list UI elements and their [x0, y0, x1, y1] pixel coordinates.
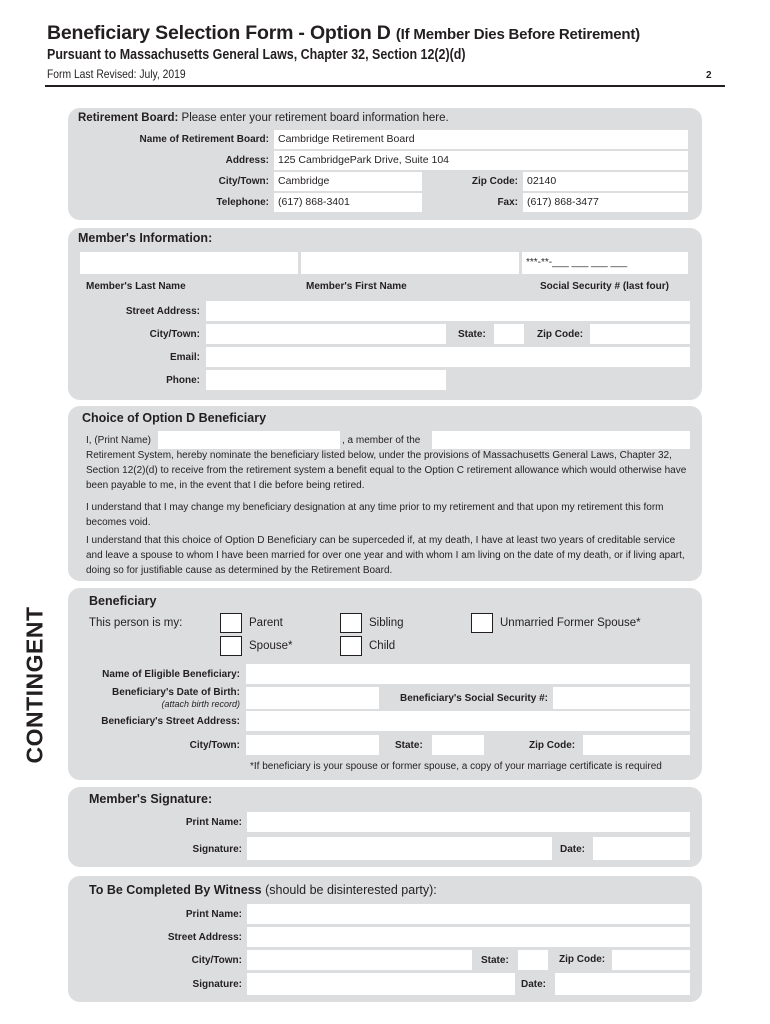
- beneficiary-street-field[interactable]: [246, 711, 690, 731]
- member-city-label: City/Town:: [149, 329, 200, 340]
- witness-state-field[interactable]: [518, 950, 548, 970]
- spouse-option-label: Spouse*: [249, 640, 293, 652]
- witness-heading-note: (should be disinterested party):: [265, 883, 437, 897]
- board-phone-label: Telephone:: [216, 197, 269, 208]
- beneficiary-city-label: City/Town:: [189, 740, 240, 751]
- member-print-name-field[interactable]: [247, 812, 690, 832]
- child-option-label: Child: [369, 640, 396, 652]
- member-state-label: State:: [458, 329, 486, 340]
- print-name-prefix: I, (Print Name): [86, 435, 152, 446]
- witness-city-field[interactable]: [247, 950, 472, 970]
- witness-print-name-field[interactable]: [247, 904, 690, 924]
- beneficiary-zip-field[interactable]: [583, 735, 690, 755]
- former-spouse-option-label: Unmarried Former Spouse*: [500, 617, 641, 629]
- member-first-name-field[interactable]: [301, 252, 519, 274]
- witness-date-field[interactable]: [555, 973, 690, 995]
- marriage-certificate-note: *If beneficiary is your spouse or former spouse, a copy of your marriage certificate is required: [250, 761, 662, 772]
- board-name-field[interactable]: Cambridge Retirement Board: [274, 130, 688, 149]
- board-address-field[interactable]: 125 CambridgePark Drive, Suite 104: [274, 151, 688, 170]
- member-ssn-field[interactable]: ***-**-___ ___ ___ ___: [522, 252, 688, 274]
- beneficiary-name-label: Name of Eligible Beneficiary:: [102, 669, 240, 680]
- beneficiary-city-field[interactable]: [246, 735, 379, 755]
- sibling-checkbox[interactable]: [340, 613, 362, 633]
- member-street-field[interactable]: [206, 301, 690, 321]
- board-zip-field[interactable]: 02140: [523, 172, 688, 191]
- witness-zip-field[interactable]: [612, 950, 690, 970]
- revision-date: Form Last Revised: July, 2019: [47, 67, 186, 81]
- witness-heading: [89, 883, 437, 897]
- member-ssn-label: Social Security # (last four): [540, 281, 669, 292]
- beneficiary-dob-label: Beneficiary's Date of Birth:: [112, 687, 240, 698]
- contingent-text: CONTINGENT: [21, 606, 48, 764]
- board-fax-field[interactable]: (617) 868-3477: [523, 193, 688, 212]
- member-of-text: , a member of the: [342, 435, 421, 446]
- board-phone-field[interactable]: (617) 868-3401: [274, 193, 422, 212]
- form-title: [47, 22, 640, 45]
- dob-note: (attach birth record): [161, 699, 240, 709]
- board-address-label: Address:: [225, 155, 269, 166]
- beneficiary-ssn-label: Beneficiary's Social Security #:: [399, 693, 548, 704]
- board-zip-label: Zip Code:: [471, 176, 518, 187]
- member-info-heading: Member's Information:: [78, 231, 213, 245]
- beneficiary-state-label: State:: [395, 740, 423, 751]
- retirement-board-heading-label: Retirement Board:: [78, 112, 179, 124]
- board-name-label: Name of Retirement Board:: [139, 134, 269, 145]
- witness-signature-field[interactable]: [247, 973, 515, 995]
- title-sub: (If Member Dies Before Retirement): [395, 26, 640, 43]
- witness-city-label: City/Town:: [191, 955, 242, 966]
- retirement-board-instruction: Please enter your retirement board information here.: [181, 112, 449, 124]
- member-zip-field[interactable]: [590, 324, 690, 344]
- member-email-field[interactable]: [206, 347, 690, 367]
- member-last-name-field[interactable]: [80, 252, 298, 274]
- member-first-name-label: Member's First Name: [306, 281, 407, 292]
- witness-date-label: Date:: [521, 979, 547, 990]
- choice-paragraph-1: Retirement System, hereby nominate the beneficiary listed below, under the provisions of Massachusetts General Laws, Chapter 32, Section 12(2)(d) to receive from the retirement system a benefit equal to the Option C retirement allowance which would otherwise have been payable to me, in the event that I die before being retired.: [86, 450, 687, 491]
- member-signature-heading: Member's Signature:: [89, 792, 213, 806]
- retirement-system-field[interactable]: [432, 431, 690, 449]
- member-email-label: Email:: [169, 352, 200, 363]
- witness-zip-label: Zip Code:: [559, 954, 606, 965]
- member-street-label: Street Address:: [125, 306, 200, 317]
- relationship-label: This person is my:: [89, 617, 183, 629]
- member-print-name-label: Print Name:: [185, 817, 242, 828]
- form-subtitle: Pursuant to Massachusetts General Laws, Chapter 32, Section 12(2)(d): [47, 47, 466, 63]
- witness-heading-label: To Be Completed By Witness: [89, 883, 262, 897]
- board-city-field[interactable]: Cambridge: [274, 172, 422, 191]
- board-city-label: City/Town:: [218, 176, 269, 187]
- choice-paragraph-2: I understand that I may change my beneficiary designation at any time prior to my retirement and that upon my retirement this form becomes void.: [86, 502, 664, 528]
- beneficiary-heading: Beneficiary: [89, 594, 157, 608]
- page-number: 2: [706, 70, 712, 81]
- member-state-field[interactable]: [494, 324, 524, 344]
- sibling-option-label: Sibling: [369, 617, 404, 629]
- member-last-name-label: Member's Last Name: [86, 281, 186, 292]
- member-city-field[interactable]: [206, 324, 446, 344]
- beneficiary-zip-label: Zip Code:: [529, 740, 576, 751]
- member-phone-field[interactable]: [206, 370, 446, 390]
- beneficiary-name-field[interactable]: [246, 664, 690, 684]
- beneficiary-state-field[interactable]: [432, 735, 484, 755]
- witness-street-field[interactable]: [247, 927, 690, 947]
- former-spouse-checkbox[interactable]: [471, 613, 493, 633]
- member-zip-label: Zip Code:: [537, 329, 584, 340]
- choice-paragraph-3: I understand that this choice of Option D Beneficiary can be superceded if, at my death, I have at least two years of creditable service and leave a spouse to whom I have been married for over one year and with whom I am living on the date of my death, or if living apart, doing so for justifiable cause as determined by the Retirement Board.: [86, 535, 685, 576]
- parent-checkbox[interactable]: [220, 613, 242, 633]
- witness-print-name-label: Print Name:: [185, 909, 242, 920]
- board-fax-label: Fax:: [497, 197, 518, 208]
- child-checkbox[interactable]: [340, 636, 362, 656]
- choice-heading: Choice of Option D Beneficiary: [82, 411, 267, 425]
- beneficiary-ssn-field[interactable]: [553, 687, 690, 709]
- retirement-board-heading: [78, 112, 449, 124]
- parent-option-label: Parent: [249, 617, 283, 629]
- spouse-checkbox[interactable]: [220, 636, 242, 656]
- contingent-side-label: [10, 600, 60, 770]
- header-divider: [45, 85, 725, 87]
- member-phone-label: Phone:: [166, 375, 200, 386]
- member-signature-label: Signature:: [192, 844, 242, 855]
- witness-signature-label: Signature:: [192, 979, 242, 990]
- choice-print-name-field[interactable]: [158, 431, 340, 449]
- member-signature-field[interactable]: [247, 837, 552, 860]
- member-date-label: Date:: [560, 844, 586, 855]
- member-date-field[interactable]: [593, 837, 690, 860]
- title-main: Beneficiary Selection Form - Option D: [47, 22, 391, 44]
- witness-street-label: Street Address:: [167, 932, 242, 943]
- witness-state-label: State:: [481, 955, 509, 966]
- beneficiary-street-label: Beneficiary's Street Address:: [101, 716, 240, 727]
- beneficiary-dob-field[interactable]: [246, 687, 379, 709]
